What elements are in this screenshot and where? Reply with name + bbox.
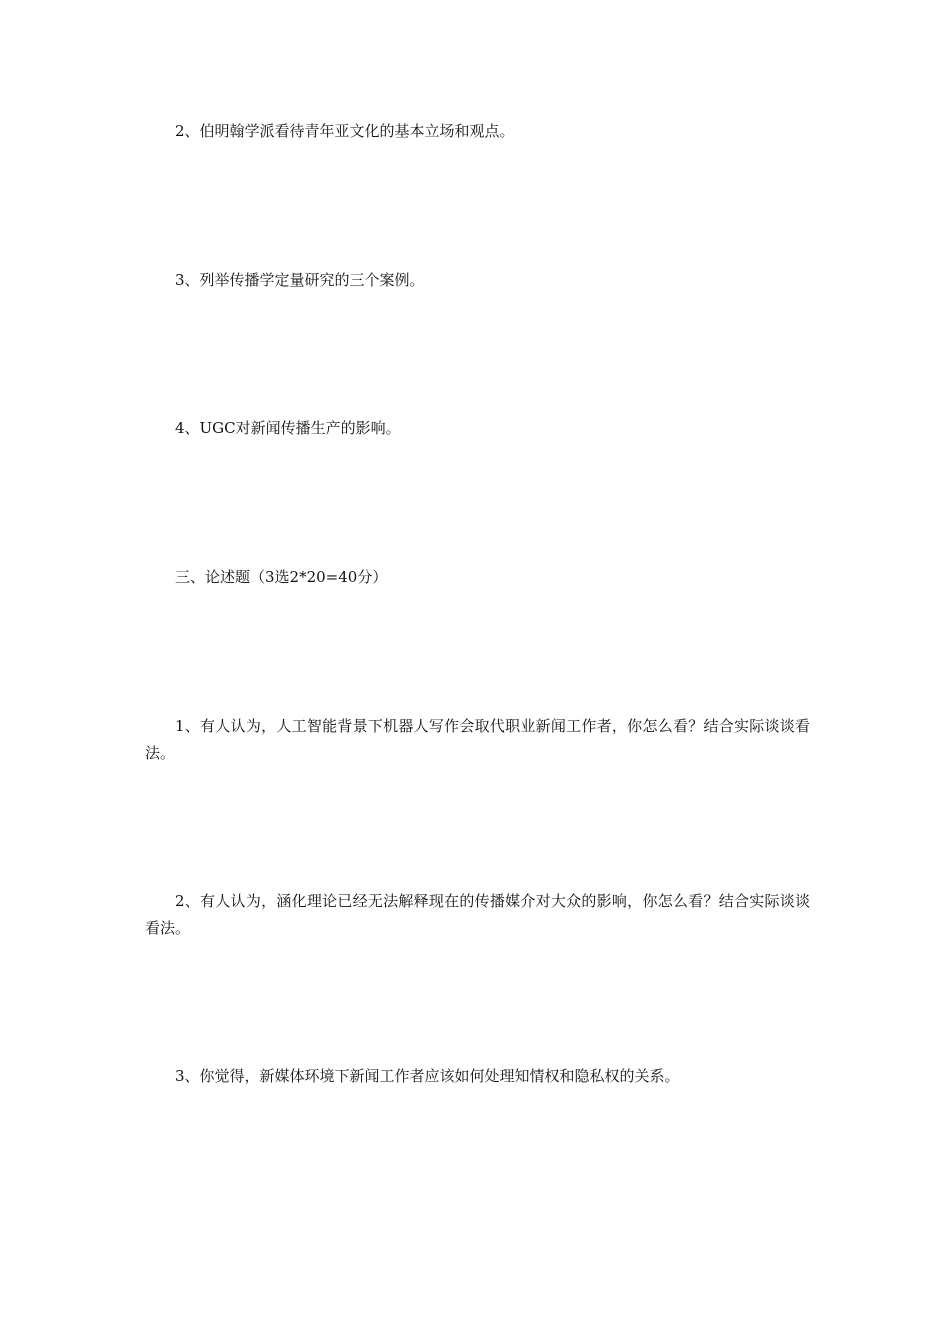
essay-question-3: 3、你觉得，新媒体环境下新闻工作者应该如何处理知情权和隐私权的关系。 (175, 1067, 680, 1085)
short-question-3: 3、列举传播学定量研究的三个案例。 (175, 271, 425, 289)
essay-question-1: 1、有人认为，人工智能背景下机器人写作会取代职业新闻工作者，你怎么看？结合实际谈谈看法。 (145, 717, 810, 762)
short-question-2: 2、伯明翰学派看待青年亚文化的基本立场和观点。 (175, 122, 515, 140)
short-question-4: 4、UGC对新闻传播生产的影响。 (175, 419, 401, 437)
essay-question-2: 2、有人认为，涵化理论已经无法解释现在的传播媒介对大众的影响，你怎么看？结合实际谈谈看法。 (145, 892, 810, 937)
section-heading-essay: 三、论述题（3选2*20=40分） (175, 568, 388, 586)
